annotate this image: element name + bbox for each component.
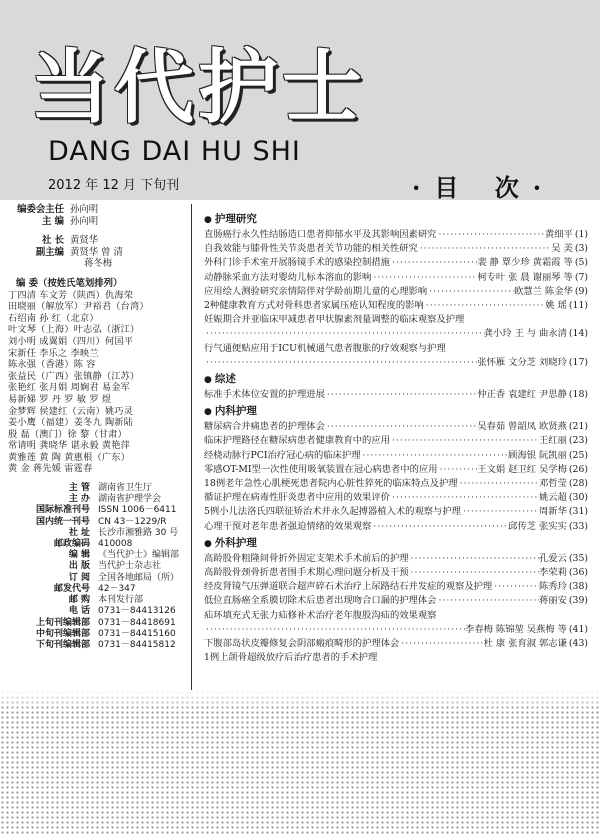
- editorial-value: 黄贤华: [70, 235, 99, 247]
- board-row: 宋新任 李乐之 李映兰: [8, 347, 99, 359]
- publisher-value: CN 43－1229/R: [98, 516, 167, 527]
- board-row: 黄雅莲 黄 陶 黄惠根（广东）: [8, 451, 131, 463]
- editorial-column: [8, 204, 186, 651]
- toc-page: (21): [568, 421, 588, 433]
- publisher-row: [8, 539, 186, 550]
- publisher-value: 0731－84415160: [98, 628, 176, 639]
- toc-page: (28): [568, 478, 588, 490]
- publisher-value: 0731－84413126: [98, 606, 176, 617]
- toc-entry[interactable]: [204, 228, 588, 242]
- publisher-row: [8, 595, 186, 606]
- toc-entry[interactable]: [204, 580, 588, 594]
- publisher-info: [8, 483, 186, 651]
- section-heading: ● 护理研究: [204, 213, 257, 225]
- toc-entry[interactable]: [204, 477, 588, 491]
- toc-page: (30): [568, 492, 588, 504]
- toc-page: (43): [568, 638, 588, 650]
- toc-title: 行气通便贴应用于ICU机械通气患者腹胀的疗效观察与护理: [204, 342, 446, 354]
- toc-page: (11): [568, 300, 588, 312]
- publisher-row: [8, 584, 186, 595]
- toc-page: (25): [568, 449, 588, 461]
- publisher-row: [8, 528, 186, 539]
- toc-title: 2种健康教育方式对骨科患者家属压疮认知程度的影响: [204, 300, 424, 312]
- toc-title: 临床护理路径在糖尿病患者健康教育中的应用: [204, 435, 390, 447]
- board-row: 田晓丽（解放军）尹裕君（台湾）: [8, 301, 149, 313]
- toc-page: (31): [568, 506, 588, 518]
- toc-entry[interactable]: [204, 434, 588, 448]
- contents-heading: ·目 次·: [412, 173, 556, 202]
- toc-entry[interactable]: [204, 505, 588, 519]
- journal-title-pinyin: DANG DAI HU SHI: [48, 136, 301, 167]
- publisher-row: [8, 629, 186, 640]
- toc-entry[interactable]: [204, 313, 588, 327]
- toc-page: (7): [574, 271, 588, 283]
- issue-date: 2012 年 12 月 下旬刊: [48, 178, 180, 193]
- toc-title: 18例老年急性心肌梗死患者院内心脏性猝死的临床特点及护理: [204, 478, 458, 490]
- toc-title: 疝环填充式无张力疝修补术治疗老年腹股沟疝的效果观察: [204, 609, 437, 621]
- publisher-key: 国内统一刊号: [35, 516, 90, 527]
- toc-author: 吴春茹 曾韶凤 欧贤燕: [477, 421, 567, 433]
- editorial-key: 编委会主任: [17, 204, 64, 215]
- publisher-row: [8, 573, 186, 584]
- toc-page: (18): [568, 389, 588, 401]
- publisher-value: ISSN 1006－6411: [98, 505, 177, 516]
- toc-title: 糖尿病合并痛患者的护理体会: [204, 421, 325, 433]
- toc-author: 顾海银 阮凯丽: [508, 449, 567, 461]
- toc-entry-cont[interactable]: [204, 623, 588, 637]
- toc-page: (14): [568, 328, 588, 340]
- editorial-row: [8, 258, 186, 270]
- publisher-value: 当代护士杂志社: [98, 561, 162, 572]
- publisher-key: 国际标准刊号: [35, 505, 90, 516]
- publisher-value: 长沙市湘雅路 30 号: [98, 527, 179, 538]
- publisher-row: [8, 550, 186, 561]
- toc-page: (41): [568, 623, 588, 635]
- toc-title: 低位直肠癌全系膜切除术后患者出现吻合口漏的护理体会: [204, 595, 437, 607]
- toc-entry[interactable]: [204, 520, 588, 534]
- editorial-board: [8, 290, 186, 476]
- editorial-row: [8, 247, 186, 259]
- editorial-value: 黄贤华 曾 清: [70, 246, 123, 258]
- board-row: 丁四清 车文芳（陕西）仇海荣: [8, 289, 134, 301]
- toc-entry[interactable]: [204, 609, 588, 623]
- editorial-key: 副主编: [35, 246, 64, 258]
- board-row: 殷 磊（澳门）徐 黎（甘肃）: [8, 428, 127, 440]
- toc-author: 蒋丽安: [539, 595, 567, 607]
- publisher-value: 0731－84418691: [98, 617, 176, 628]
- publisher-key: 主 管: [68, 483, 90, 494]
- toc-page: (9): [574, 285, 588, 297]
- toc-title: 高龄股骨粗隆间骨折外固定支架术手术前后的护理: [204, 552, 409, 564]
- toc-entry[interactable]: [204, 463, 588, 477]
- board-row: 姜小鹰（福建）姜冬九 陶新陆: [8, 417, 134, 429]
- toc-title: 自我效能与膝骨性关节炎患者关节功能的相关性研究: [204, 243, 418, 255]
- publisher-value: 全国各地邮局（所）: [98, 572, 180, 583]
- editorial-value: 孙向明: [70, 215, 99, 227]
- toc-entry[interactable]: [204, 552, 588, 566]
- toc-author: 裴 静 覃少珍 黄霜霞 等: [477, 257, 573, 269]
- toc-page: (3): [574, 243, 588, 255]
- toc-author: 邓哲莹: [539, 478, 567, 490]
- toc-title: 动静脉采血方法对婴幼儿标本溶血的影响: [204, 271, 372, 283]
- editorial-value: 孙向明: [70, 204, 99, 215]
- toc-author: 吴 美: [551, 243, 573, 255]
- board-row: 陈永强（香港）陈 容: [8, 359, 96, 371]
- journal-title: 当代护士: [30, 41, 366, 134]
- dotted-fade: [0, 690, 600, 710]
- toc-entry[interactable]: [204, 449, 588, 463]
- editorial-value: 蒋冬梅: [84, 258, 113, 270]
- toc-author: 邱传芝 张实实: [508, 520, 567, 532]
- section-heading: ● 内科护理: [204, 405, 257, 418]
- publisher-key: 中旬刊编辑部: [35, 628, 90, 639]
- toc-entry[interactable]: [204, 342, 588, 356]
- publisher-row: [8, 494, 186, 505]
- publisher-value: 湖南省护理学会: [98, 494, 162, 505]
- publisher-row: [8, 640, 186, 651]
- toc-author: 仲正香 袁建红 尹思静: [477, 389, 567, 401]
- toc-entry[interactable]: [204, 285, 588, 299]
- publisher-key: 主 办: [68, 494, 90, 505]
- toc-page: (26): [568, 463, 588, 475]
- publisher-key: 下旬刊编辑部: [35, 639, 90, 650]
- board-row: 黄 金 蒋先媛 雷霆春: [8, 463, 93, 475]
- publisher-value: 湖南省卫生厅: [98, 483, 153, 494]
- toc-title: 经桡动脉行PCI治疗冠心病的临床护理: [204, 449, 361, 461]
- toc-title: 心理干预对老年患者强迫情绪的效果观察: [204, 520, 372, 532]
- toc-page: (17): [568, 356, 588, 368]
- publisher-value: 本刊发行部: [98, 595, 144, 606]
- toc-title: 标准手术体位安置的护理进展: [204, 389, 325, 401]
- toc-author: 孔爱云: [539, 552, 567, 564]
- board-row: 张艳红 张月娟 周娴君 易金军: [8, 382, 131, 394]
- editorial-row: [8, 204, 186, 216]
- toc-entry[interactable]: [204, 491, 588, 505]
- publisher-key: 出 版: [68, 561, 90, 572]
- toc-author: 陈秀玲: [539, 581, 567, 593]
- board-row: 常请明 龚晓华 谌永毅 黄艳萍: [8, 440, 131, 452]
- publisher-row: [8, 561, 186, 572]
- toc-page: (36): [568, 567, 588, 579]
- publisher-row: [8, 606, 186, 617]
- toc-author: 姚 瑶: [545, 300, 567, 312]
- toc-author: 姚云超: [539, 492, 567, 504]
- toc-entry[interactable]: [204, 594, 588, 608]
- toc-entry-cont[interactable]: [204, 356, 588, 370]
- toc-entry[interactable]: [204, 299, 588, 313]
- section-heading: ● 综述: [204, 373, 236, 386]
- toc-title: 经皮肾镜气压弹道联合超声碎石术治疗上尿路结石并发症的观察及护理: [204, 581, 493, 593]
- toc-entry[interactable]: [204, 637, 588, 651]
- editorial-key: 主 编: [41, 215, 64, 227]
- toc-entry[interactable]: [204, 566, 588, 580]
- toc-page: (35): [568, 552, 588, 564]
- publisher-row: [8, 505, 186, 516]
- dotted-background: [0, 690, 600, 835]
- toc-author: 王文娟 赵卫红 吴学梅: [477, 463, 567, 475]
- publisher-key: 上旬刊编辑部: [35, 617, 90, 628]
- column-divider: [191, 204, 192, 704]
- publisher-value: 410008: [98, 539, 133, 550]
- toc-entry-partial[interactable]: [204, 651, 588, 665]
- publisher-row: [8, 618, 186, 629]
- publisher-key: 编 辑: [68, 550, 90, 561]
- publisher-value: 42－347: [98, 583, 136, 594]
- publisher-key: 订 阅: [68, 572, 90, 583]
- toc-author: 龚小玲 王 与 曲永清: [483, 328, 567, 340]
- toc-author: 黄细平: [544, 229, 573, 240]
- toc-entry[interactable]: [204, 242, 588, 256]
- toc-page: (1): [574, 229, 588, 240]
- toc-author: 张怀雁 文分芝 刘晓玲: [477, 356, 567, 368]
- publisher-row: [8, 517, 186, 528]
- publisher-key: 邮政编码: [53, 539, 90, 550]
- publisher-value: 《当代护士》编辑部: [98, 550, 180, 561]
- board-row: 叶文琴（上海）叶志弘（浙江）: [8, 324, 140, 336]
- editorial-row: [8, 216, 186, 228]
- publisher-key: 邮 购: [68, 595, 90, 606]
- toc-page: (39): [568, 595, 588, 607]
- editorial-key: 社 长: [41, 235, 64, 247]
- toc-title: 下腹部岛状皮瓣修复会阴部瘢痕畸形的护理体会: [204, 638, 400, 650]
- board-row: 石绍南 孙 红（北京）: [8, 312, 99, 324]
- toc-author: 王红丽: [539, 435, 567, 447]
- toc-title: 外科门诊手术室开展肠镜手术的感染控制措施: [204, 257, 390, 269]
- toc-entry[interactable]: [204, 256, 588, 270]
- toc-author: 李春梅 陈锦堃 吴燕梅 等: [465, 623, 567, 635]
- toc-author: 柯专叶 张 晨 谢丽琴 等: [477, 271, 573, 283]
- toc-author: 欧慧兰 陈金华: [514, 285, 573, 297]
- toc-page: (5): [574, 257, 588, 269]
- toc-author: 周新华: [539, 506, 567, 518]
- board-row: 易新娣 罗 丹 罗 敏 罗 煜: [8, 393, 112, 405]
- board-heading: 编 委（按姓氏笔划排列）: [16, 277, 123, 289]
- board-row: 张益民（广西）张镇静（江苏）: [8, 370, 140, 382]
- board-row: 金梦辉 侯建红（云南）姚巧灵: [8, 405, 134, 417]
- table-of-contents: [204, 210, 588, 665]
- toc-title: 直肠癌行永久性结肠造口患者抑郁水平及其影响因素研究: [204, 229, 437, 240]
- publisher-key: 社 址: [68, 527, 90, 538]
- board-row: 刘小明 成翼娟（四川）何国平: [8, 335, 134, 347]
- publisher-row: [8, 483, 186, 494]
- toc-title: 5例小儿法洛氏四联征矫治术并永久起搏器植入术的观察与护理: [204, 506, 461, 518]
- toc-entry[interactable]: [204, 271, 588, 285]
- toc-page: (23): [568, 435, 588, 447]
- toc-author: 李荣莉: [539, 567, 567, 579]
- toc-title: 高龄股骨颈骨折患者围手术期心理问题分析及干预: [204, 567, 409, 579]
- toc-title: 妊娠期合并亚临床甲减患者甲状腺素剂量调整的临床观察及护理: [204, 314, 465, 326]
- toc-title: 循证护理在病毒性肝炎患者中应用的效果评价: [204, 492, 390, 504]
- toc-title: 零感OT-MI型一次性使用吸氧装置在冠心病患者中的应用: [204, 463, 438, 475]
- toc-author: 杜 康 张育淑 郭志谦: [483, 638, 567, 650]
- section-heading: ● 外科护理: [204, 536, 257, 549]
- toc-entry-cont[interactable]: [204, 327, 588, 341]
- toc-page: (33): [568, 520, 588, 532]
- masthead: [0, 0, 600, 200]
- toc-entry[interactable]: [204, 420, 588, 434]
- editorial-row: [8, 235, 186, 247]
- publisher-value: 0731－84415812: [98, 639, 176, 650]
- toc-page: (38): [568, 581, 588, 593]
- publisher-key: 邮发代号: [53, 583, 90, 594]
- toc-entry[interactable]: [204, 388, 588, 402]
- publisher-key: 电 话: [68, 606, 90, 617]
- toc-title: 1例上颌骨超级放疗后治疗患者的手术护理: [204, 652, 378, 664]
- toc-title: 应用绘人测验研究亲情陪伴对学龄前期儿童的心理影响: [204, 285, 428, 297]
